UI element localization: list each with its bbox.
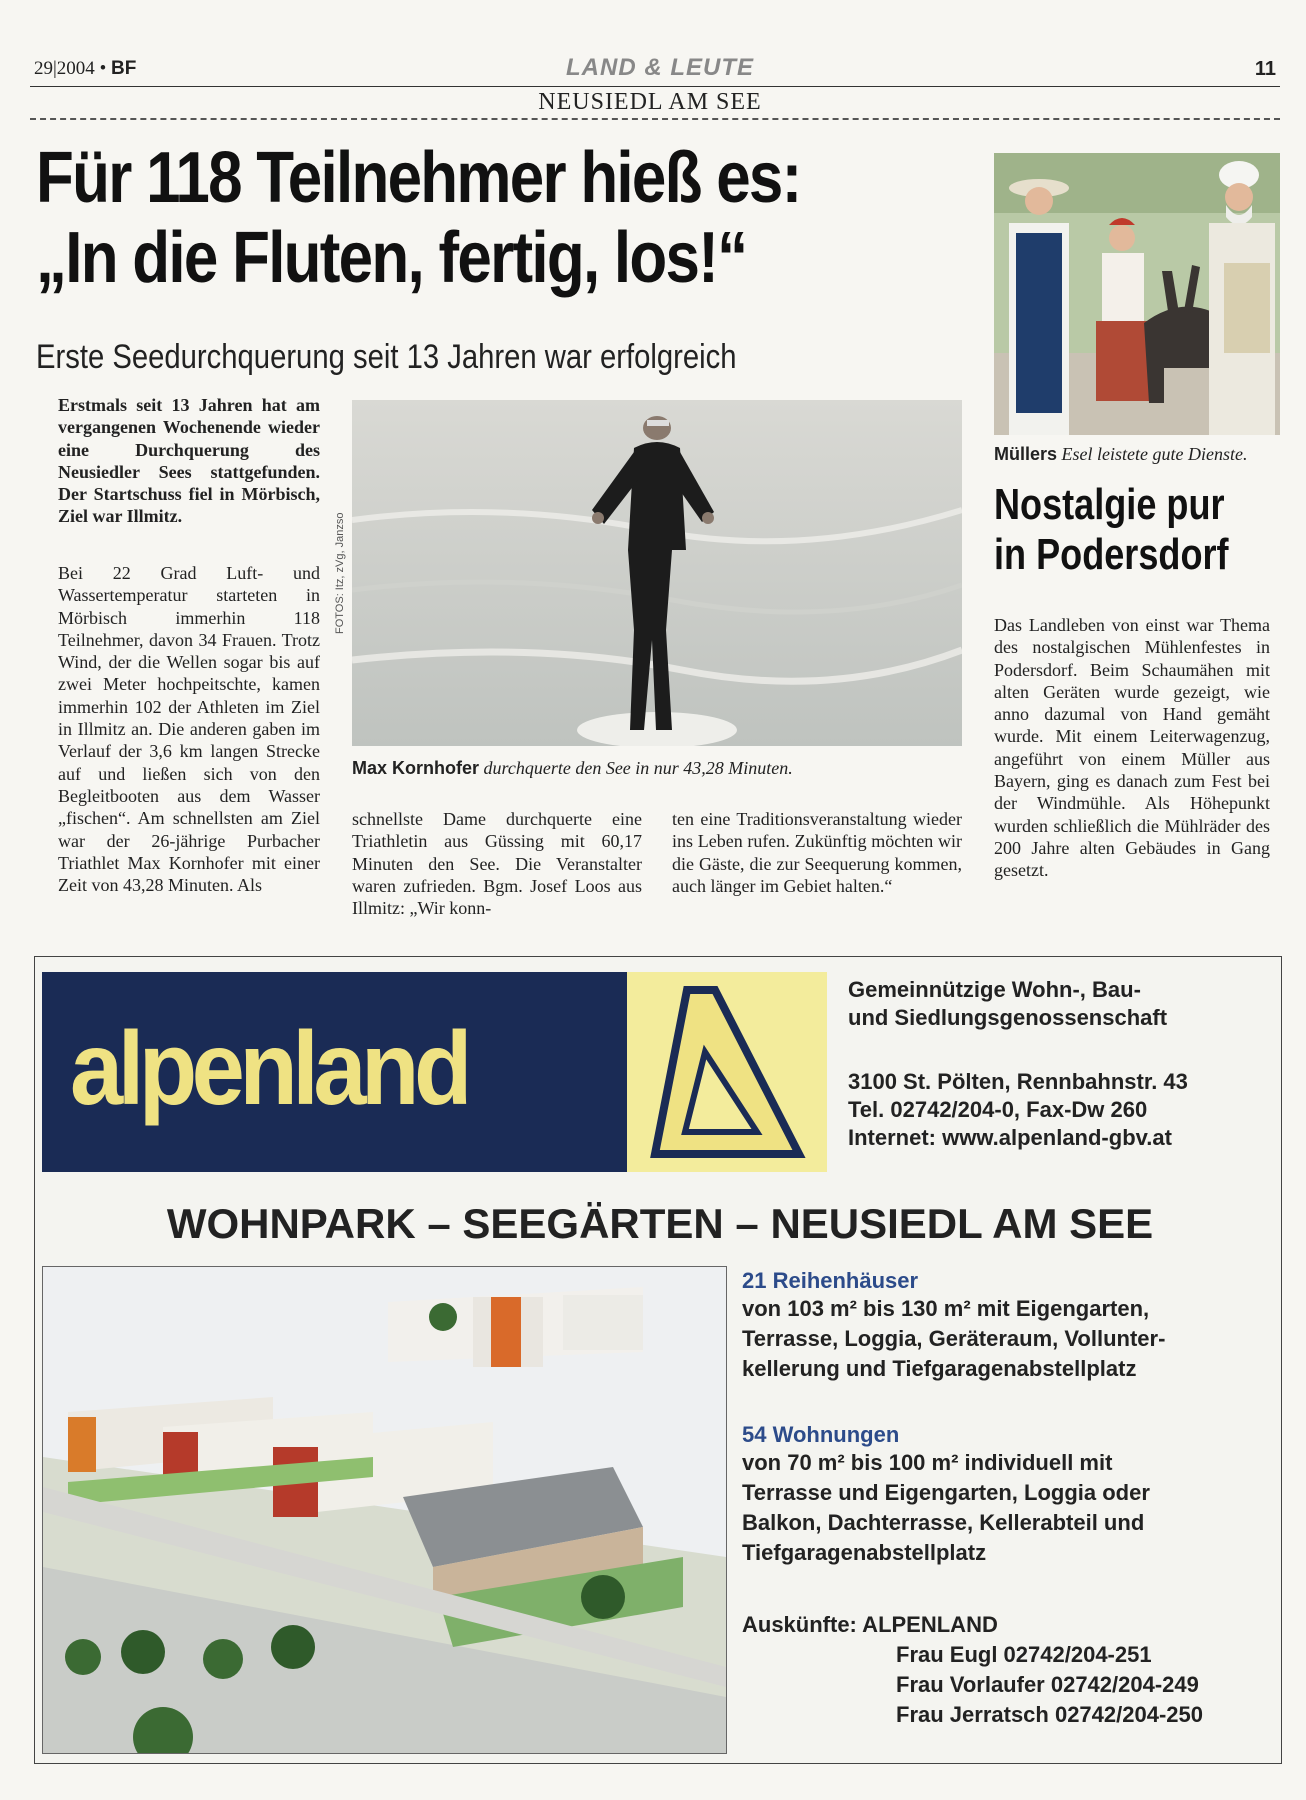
ad-contact-person: Frau Vorlaufer 02742/204-249 bbox=[896, 1672, 1199, 1697]
ad-contact-person: Frau Eugl 02742/204-251 bbox=[896, 1642, 1152, 1667]
ad-brand-logo: alpenland bbox=[70, 1011, 467, 1127]
ad-phone: Tel. 02742/204-0, Fax-Dw 260 bbox=[848, 1097, 1148, 1122]
article-column-1: Bei 22 Grad Luft- und Wassertemperatur starteten in Mörbisch immerhin 118 Teilnehmer, davon 34 Frauen. Trotz Wind, der die Wellen sogar bis auf zwei Meter hochpeitschte, kamen immerhin 102 der Athleten im Ziel in Illmitz an. Die anderen gaben im Verlauf der 3,6 km langen Strecke auf und ließen sich von den Begleitbooten aus dem Wasser „fischen“. Am schnellsten am Ziel war der 26-jährige Purbacher Triathlet Max Kornhofer mit einer Zeit von 43,28 Minuten. Als bbox=[58, 563, 320, 896]
triangle-logo-icon bbox=[627, 972, 827, 1172]
header-rule bbox=[30, 86, 1280, 87]
issue-number: 29|2004 bbox=[34, 58, 95, 79]
swimmer-photo-image bbox=[352, 400, 962, 746]
offer-row-houses-title: 21 Reihenhäuser bbox=[742, 1268, 919, 1293]
ad-triangle-panel bbox=[627, 972, 827, 1172]
dashed-rule bbox=[30, 118, 1280, 120]
offer-row-houses-line: kellerung und Tiefgaragenabstellplatz bbox=[742, 1356, 1137, 1381]
issue-info: 29|2004 • BF bbox=[34, 58, 137, 79]
headline-line-2: „In die Fluten, fertig, los!“ bbox=[36, 218, 747, 298]
offer-apartments-line: von 70 m² bis 100 m² individuell mit bbox=[742, 1450, 1113, 1475]
offer-apartments-line: Tiefgaragenabstellplatz bbox=[742, 1540, 987, 1565]
sidebar-caption bbox=[994, 444, 1247, 465]
offer-row-houses bbox=[742, 1268, 1282, 1384]
ad-contact-block bbox=[848, 1068, 1188, 1152]
subheadline: Erste Seedurchquerung seit 13 Jahren war erfolgreich bbox=[36, 338, 737, 376]
ad-organisation bbox=[848, 976, 1167, 1032]
headline bbox=[36, 138, 844, 298]
ad-contact-person: Frau Jerratsch 02742/204-250 bbox=[896, 1702, 1203, 1727]
ad-internet: Internet: www.alpenland-gbv.at bbox=[848, 1125, 1172, 1150]
mill-festival-photo-image bbox=[994, 153, 1280, 435]
offer-apartments bbox=[742, 1422, 1282, 1568]
ad-address: 3100 St. Pölten, Rennbahnstr. 43 bbox=[848, 1069, 1188, 1094]
sidebar-body: Das Landleben von einst war Thema des nostalgischen Mühlenfestes in Podersdorf. Beim Schaumähen mit alten Geräten wurde gezeigt, wie anno dazumal von Hand gemäht wurde. Mit einem Leiterwagenzug, angeführt von einem Müller aus Bayern, ging es danach zum Fest bei der Windmühle. Als Höhepunkt wurden schließlich die Mühlräder des 200 Jahre alten Gebäudes in Gang gesetzt. bbox=[994, 615, 1270, 881]
offer-apartments-line: Balkon, Dachterrasse, Kellerabteil und bbox=[742, 1510, 1145, 1535]
photo-credit: FOTOS: Itz, zVg, Janzso bbox=[334, 512, 346, 634]
ad-title: WOHNPARK – SEEGÄRTEN – NEUSIEDL AM SEE bbox=[166, 1200, 1154, 1247]
swimmer-photo bbox=[352, 400, 962, 746]
mill-festival-photo bbox=[994, 153, 1280, 435]
sidebar-title: Nostalgie pur in Podersdorf bbox=[994, 480, 1229, 579]
section-title: NEUSIEDL AM SEE bbox=[538, 89, 762, 115]
offer-row-houses-line: von 103 m² bis 130 m² mit Eigengarten, bbox=[742, 1296, 1150, 1321]
sidebar-caption-text: Esel leistete gute Dienste. bbox=[1057, 444, 1248, 464]
page-number: 11 bbox=[1254, 58, 1276, 80]
headline-line-1: Für 118 Teilnehmer hieß es: bbox=[36, 138, 801, 218]
ad-org-line-1: Gemeinnützige Wohn-, Bau- bbox=[848, 977, 1141, 1002]
sidebar-caption-name: Müllers bbox=[994, 444, 1058, 464]
offer-apartments-title: 54 Wohnungen bbox=[742, 1422, 900, 1447]
offer-apartments-line: Terrasse und Eigengarten, Loggia oder bbox=[742, 1480, 1150, 1505]
ad-contact-label: Auskünfte: ALPENLAND bbox=[742, 1612, 998, 1637]
ad-contacts bbox=[896, 1640, 1203, 1730]
housing-rendering bbox=[42, 1266, 727, 1754]
ad-org-line-2: und Siedlungsgenossenschaft bbox=[848, 1005, 1168, 1030]
article-column-2: schnellste Dame durchquerte eine Triathletin aus Güssing mit 60,17 Minuten den See. Die Veranstalter waren zufrieden. Bgm. Josef Loos aus Illmitz: „Wir konn- bbox=[352, 809, 642, 919]
caption-text: durchquerte den See in nur 43,28 Minuten. bbox=[479, 758, 793, 778]
offer-apartments-desc bbox=[742, 1448, 1282, 1568]
offer-row-houses-desc bbox=[742, 1294, 1282, 1384]
offer-row-houses-line: Terrasse, Loggia, Geräteraum, Vollunter- bbox=[742, 1326, 1166, 1351]
article-column-3: ten eine Traditionsveranstaltung wieder ins Leben rufen. Zukünftig möchten wir die Gäste, die zur Seequerung kommen, auch länger im Gebiet halten.“ bbox=[672, 809, 962, 896]
paper-name: BF bbox=[110, 58, 137, 79]
caption-name: Max Kornhofer bbox=[352, 758, 480, 778]
section-top: LAND & LEUTE bbox=[566, 54, 754, 81]
photo-caption bbox=[352, 758, 972, 779]
article-lead: Erstmals seit 13 Jahren hat am vergangenen Wochenende wieder eine Durchquerung des Neusiedler Sees stattgefunden. Der Startschuss fiel in Mörbisch, Ziel war Illmitz. bbox=[58, 395, 320, 527]
housing-rendering-image bbox=[43, 1267, 726, 1753]
